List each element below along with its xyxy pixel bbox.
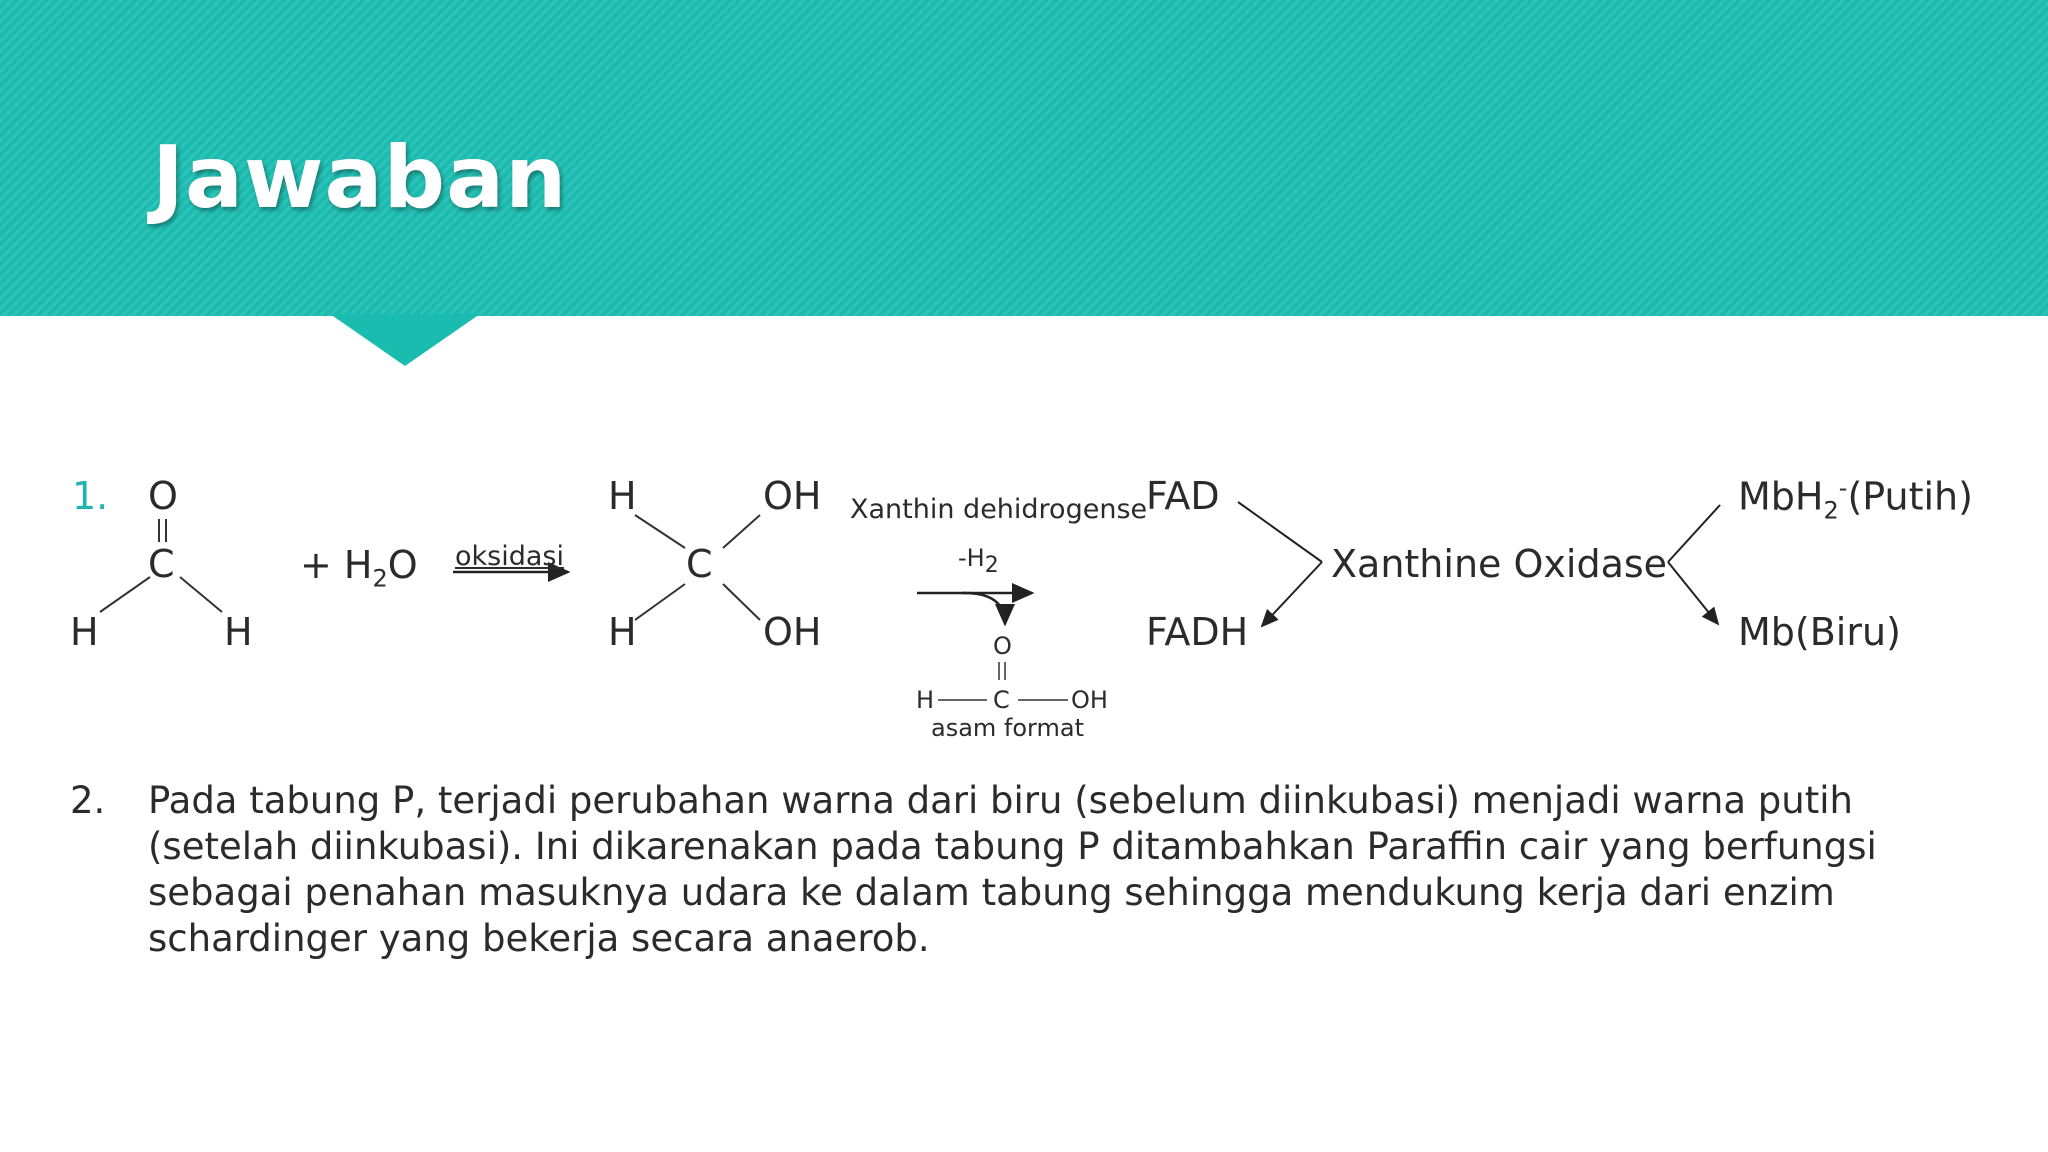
minus-h2-label: [958, 544, 999, 578]
water-term: [300, 543, 418, 593]
minus-h2-subscript: 2: [984, 552, 999, 578]
item-2-number: 2.: [70, 779, 106, 822]
item-1-number: 1.: [72, 474, 109, 518]
formic-carbon: C: [993, 686, 1010, 714]
bond-diol-oh-bottom: [723, 584, 760, 620]
item-2-text: Pada tabung P, terjadi perubahan warna dari biru (sebelum diinkubasi) menjadi warna putih (setelah diinkubasi). Ini dikarenakan pada tabung P ditambahkan Paraffin cair yang berfungsi sebagai penahan masuknya udara ke dalam tabung sehingga mendukung kerja dari enzim schardinger yang bekerja secara anaerob.: [148, 779, 1877, 960]
bond-diol-oh-top: [723, 515, 760, 548]
diol-carbon: C: [686, 542, 713, 586]
mb-arrow: [1668, 562, 1718, 624]
fad-label: FAD: [1146, 474, 1220, 518]
formic-acid-name: asam format: [931, 714, 1084, 742]
formic-oxygen: O: [993, 632, 1012, 660]
fad-line: [1238, 502, 1322, 562]
xanthine-oxidase-label: Xanthine Oxidase: [1331, 542, 1668, 586]
mbh2-line: [1668, 505, 1720, 562]
formaldehyde-carbon: C: [148, 542, 175, 586]
mbh2-label: [1738, 474, 1973, 524]
diol-oh-top: OH: [763, 474, 822, 518]
diol-h-top: H: [608, 474, 637, 518]
bond-ch-right: [180, 577, 222, 612]
enzyme-label: Xanthin dehidrogense: [850, 494, 1148, 525]
mbh2-color: (Putih): [1847, 474, 1973, 519]
diol-oh-bottom: OH: [763, 610, 822, 654]
diol-h-bottom: H: [608, 610, 637, 654]
bond-diol-h-top: [635, 515, 685, 548]
water-subscript: 2: [372, 564, 388, 593]
mbh2-superscript: -: [1838, 474, 1848, 502]
formic-oh: OH: [1071, 686, 1108, 714]
formic-hydrogen: H: [916, 686, 935, 714]
mbh2-subscript: 2: [1823, 496, 1839, 525]
mb-label: Mb(Biru): [1738, 610, 1901, 654]
fadh-label: FADH: [1146, 610, 1249, 654]
oksidasi-label: oksidasi: [455, 541, 564, 572]
formaldehyde-h-right: H: [224, 610, 253, 654]
formaldehyde-oxygen: O: [148, 474, 178, 518]
slide-title: Jawaban: [152, 128, 568, 228]
bond-diol-h-bottom: [635, 584, 685, 620]
mbh2-base: MbH: [1738, 474, 1824, 519]
fadh-arrow: [1262, 562, 1322, 626]
water-plus-h: + H: [300, 543, 373, 587]
formaldehyde-h-left: H: [70, 610, 99, 654]
water-oxygen: O: [387, 543, 418, 587]
bond-ch-left: [100, 577, 150, 612]
minus-h-text: -H: [958, 544, 985, 572]
h2-release-arrow: [962, 593, 1005, 624]
